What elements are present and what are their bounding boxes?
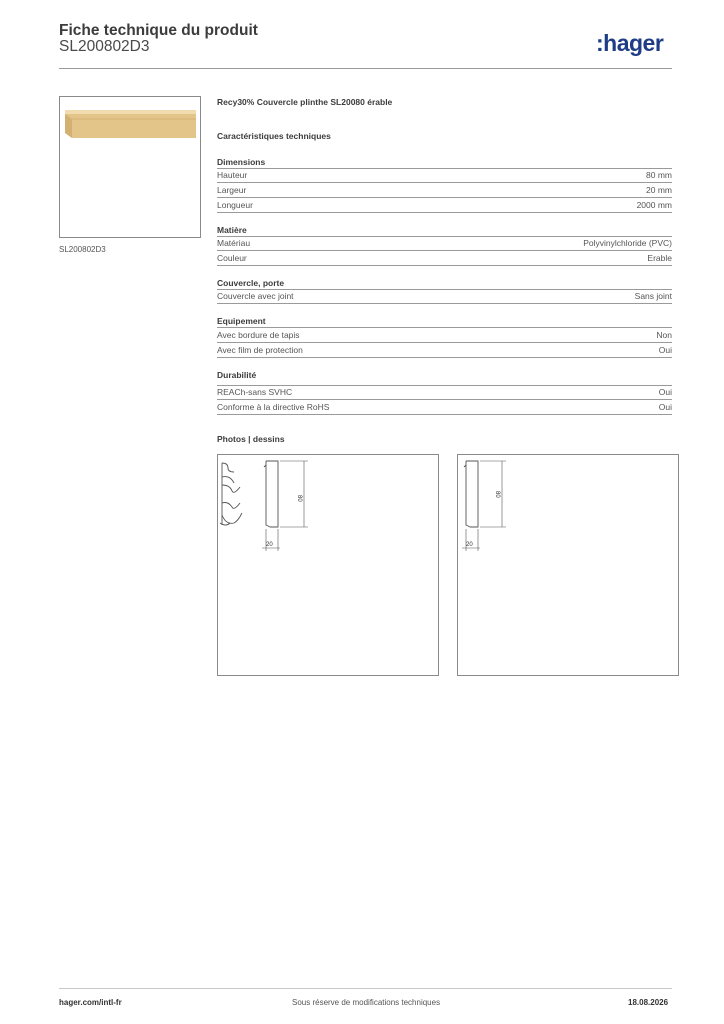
profile-drawing-icon [218,455,438,675]
section-divider [217,327,672,328]
section-title-couvercle: Couvercle, porte [217,278,285,288]
spec-value: 2000 mm [636,200,672,210]
spec-row [217,344,672,358]
spec-row [217,386,672,400]
section-title-durabilite: Durabilité [217,370,257,380]
product-name: Recy30% Couvercle plinthe SL20080 érable [217,97,393,107]
spec-label: Avec bordure de tapis [217,330,300,340]
photo-caption: SL200802D3 [59,245,106,254]
footer-divider [59,988,672,989]
section-title-matiere: Matière [217,225,247,235]
spec-label: Avec film de protection [217,345,303,355]
spec-value: Polyvinylchloride (PVC) [583,238,672,248]
dimension-width-label: 20 [466,542,473,548]
spec-label: REACh-sans SVHC [217,387,293,397]
footer-disclaimer: Sous réserve de modifications techniques [292,998,441,1007]
spec-label: Matériau [217,238,251,248]
spec-row [217,329,672,343]
spec-row [217,184,672,198]
skirting-cover-image [60,97,200,237]
spec-row [217,199,672,213]
header-divider [59,68,672,69]
spec-row [217,169,672,183]
spec-row [217,252,672,266]
dimension-height-label: 80 [296,495,302,502]
spec-label: Hauteur [217,170,248,180]
hager-logo: :hager [596,30,664,56]
spec-label: Conforme à la directive RoHS [217,402,330,412]
spec-value: Erable [647,253,672,263]
spec-row [217,290,672,304]
product-photo [59,96,201,238]
drawings-title: Photos | dessins [217,434,285,444]
technical-drawing-1 [217,454,439,676]
spec-row [217,401,672,415]
technical-drawing-2 [457,454,679,676]
spec-label: Longueur [217,200,253,210]
spec-label: Couleur [217,253,247,263]
section-title-dimensions: Dimensions [217,157,266,167]
spec-value: Oui [658,402,672,412]
dimension-width-label: 20 [266,542,273,548]
specs-heading: Caractéristiques techniques [217,131,331,141]
spec-label: Largeur [217,185,247,195]
dimension-height-label: 80 [494,491,500,498]
footer-website-link[interactable]: hager.com/intl-fr [59,998,122,1007]
spec-value: Oui [658,387,672,397]
cover-section-icon [458,455,678,675]
spec-row [217,237,672,251]
footer-date: 18.08.2026 [628,998,669,1007]
spec-label: Couvercle avec joint [217,291,294,301]
section-title-equipement: Equipement [217,316,266,326]
spec-value: Non [656,330,672,340]
spec-value: 20 mm [646,185,672,195]
spec-value: 80 mm [646,170,672,180]
spec-value: Oui [658,345,672,355]
product-reference: SL200802D3 [59,38,150,55]
document-title: Fiche technique du produit [59,22,258,39]
spec-value: Sans joint [634,291,672,301]
